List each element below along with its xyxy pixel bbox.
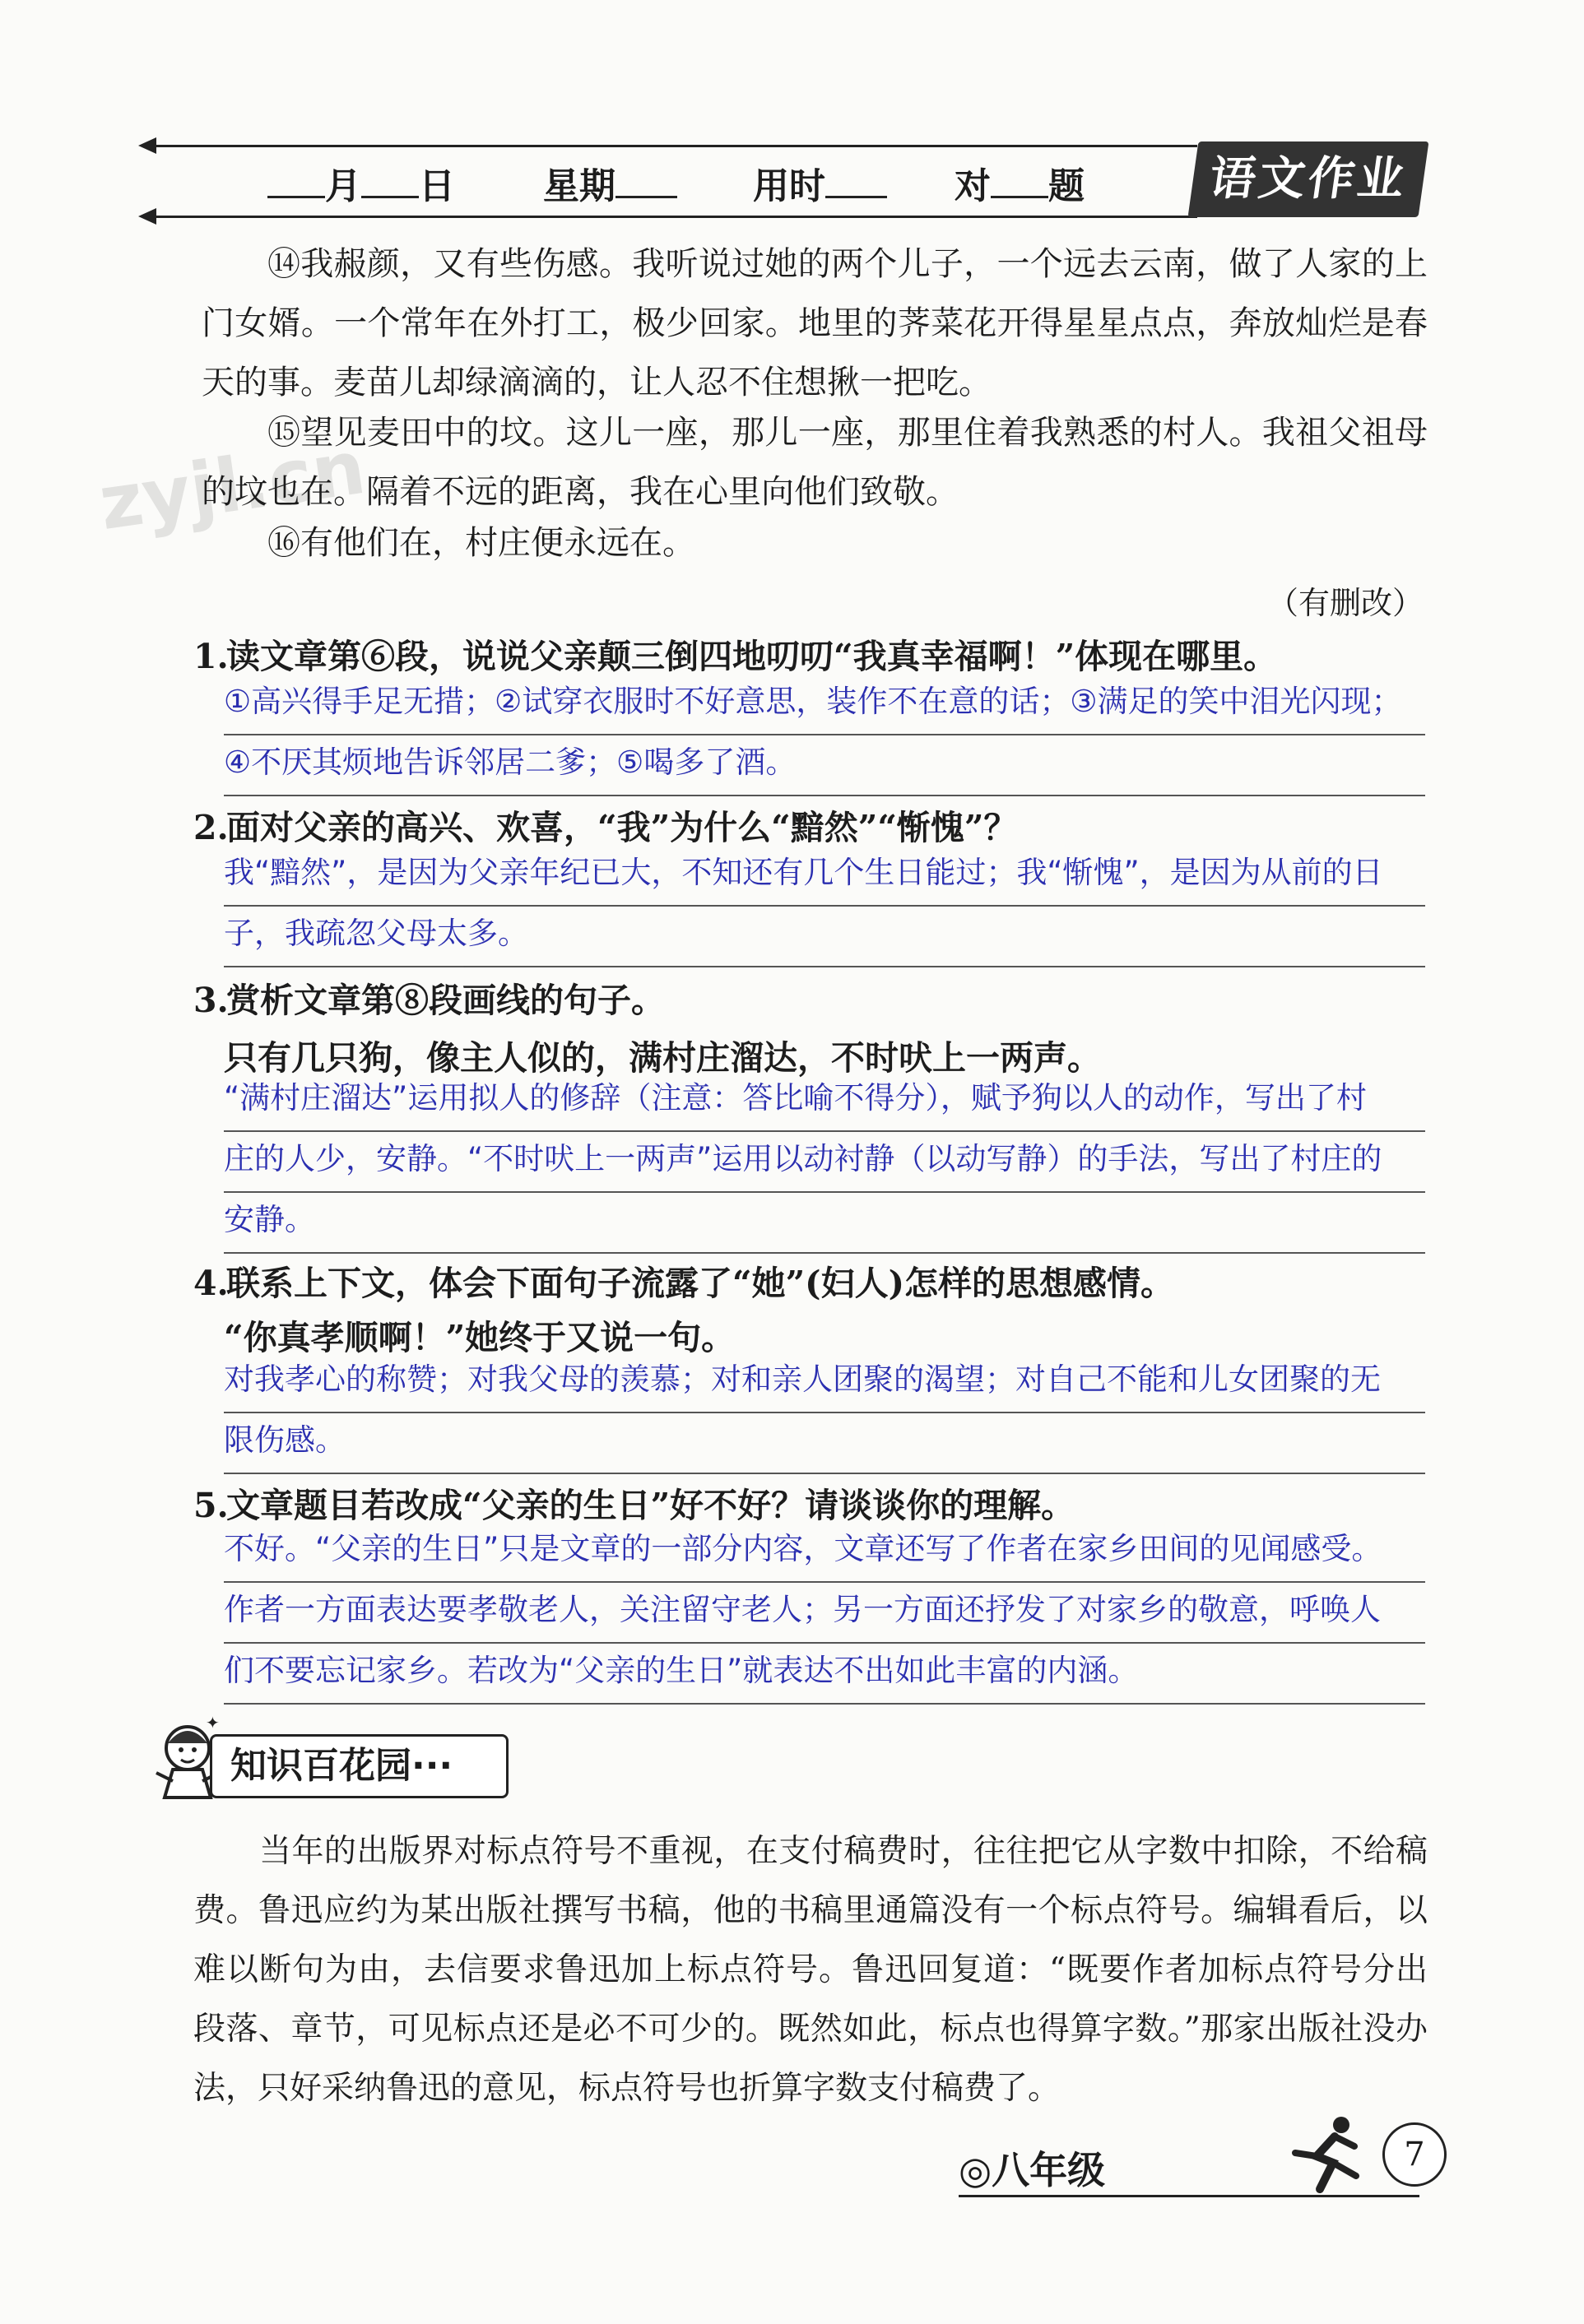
answer-line: 不好。“父亲的生日”只是文章的一部分内容，文章还写了作者在家乡田间的见闻感受。	[224, 1522, 1425, 1583]
month-blank[interactable]	[267, 165, 325, 198]
question-3-quote: 只有几只狗，像主人似的，满村庄溜达，不时吠上一两声。	[224, 1038, 1101, 1078]
header-top-arrow	[138, 137, 156, 154]
question-1	[193, 632, 1428, 681]
subject-badge: 语文作业	[1188, 141, 1429, 217]
header-top-rule	[152, 145, 1197, 147]
answer-1	[224, 675, 1425, 796]
question-text: 联系上下文，体会下面句子流露了“她”(妇人)怎样的思想感情。	[226, 1264, 1174, 1303]
time-label: 用时	[753, 165, 825, 207]
score-field	[955, 156, 1085, 209]
weekday-field	[543, 156, 677, 209]
question-4-quote: “你真孝顺啊！”她终于又说一句。	[224, 1318, 736, 1357]
watermark: zyjl.cn	[94, 424, 371, 548]
knowledge-paragraph: 当年的出版界对标点符号不重视，在支付稿费时，往往把它从字数中扣除，不给稿费。鲁迅应约为某出版社撰写书稿，他的书稿里通篇没有一个标点符号。编辑看后，以难以断句为由，去信要求鲁迅加上标点符号。鲁迅回复道：“既要作者加标点符号分出段落、章节，可见标点还是必不可少的。既然如此，标点也得算字数。”那家出版社没办法，只好采纳鲁迅的意见，标点符号也折算字数支付稿费了。	[193, 1833, 1428, 2107]
answer-line: 们不要忘记家乡。若改为“父亲的生日”就表达不出如此丰富的内涵。	[224, 1644, 1425, 1705]
passage-paragraph-16: ⑯有他们在，村庄便永远在。	[267, 524, 695, 562]
source-credit: （有删改）	[1266, 585, 1424, 621]
runner-icon	[1284, 2110, 1374, 2201]
passage-paragraph-14: ⑭我赧颜，又有些伤感。我听说过她的两个儿子，一个远去云南，做了人家的上门女婿。一个常年在外打工，极少回家。地里的荠菜花开得星星点点，奔放灿烂是春天的事。麦苗儿却绿滴滴的，让人忍不住想揪一把吃。	[202, 245, 1428, 401]
time-field	[753, 156, 887, 209]
question-text: 文章题目若改成“父亲的生日”好不好？请谈谈你的理解。	[226, 1486, 1075, 1525]
header-bottom-arrow	[138, 208, 156, 225]
answer-line: 子，我疏忽父母太多。	[224, 907, 1425, 967]
question-4	[193, 1259, 1428, 1308]
answer-line: 安静。	[224, 1193, 1425, 1254]
svg-text:✦: ✦	[206, 1715, 220, 1733]
passage-paragraph-15: ⑮望见麦田中的坟。这儿一座，那儿一座，那里住着我熟悉的村人。我祖父祖母的坟也在。隔着不远的距离，我在心里向他们致敬。	[202, 414, 1428, 511]
question-number: 2.	[193, 808, 229, 847]
footer-rule	[959, 2195, 1419, 2197]
date-field	[267, 156, 455, 209]
question-number: 5.	[193, 1486, 229, 1525]
correct-blank[interactable]	[991, 165, 1048, 198]
correct-label: 对	[955, 165, 991, 207]
questions-label: 题	[1048, 165, 1085, 207]
question-2	[193, 803, 1428, 852]
answer-line: “满村庄溜达”运用拟人的修辞（注意：答比喻不得分），赋予狗以人的动作，写出了村	[224, 1071, 1425, 1132]
answer-5	[224, 1522, 1425, 1705]
question-text: 赏析文章第⑧段画线的句子。	[226, 981, 665, 1020]
answer-line: 我“黯然”，是因为父亲年纪已大，不知还有几个生日能过；我“惭愧”，是因为从前的日	[224, 846, 1425, 907]
question-3	[193, 976, 1428, 1025]
weekday-label: 星期	[543, 165, 615, 207]
question-number: 3.	[193, 981, 229, 1020]
question-text: 面对父亲的高兴、欢喜，“我”为什么“黯然”“惭愧”？	[226, 808, 1018, 847]
day-label: 日	[419, 165, 455, 207]
answer-line: 限伤感。	[224, 1413, 1425, 1474]
page-number: 7	[1382, 2122, 1447, 2187]
answer-3	[224, 1071, 1425, 1254]
answer-4	[224, 1352, 1425, 1474]
answer-line: 庄的人少，安静。“不时吠上一两声”运用以动衬静（以动写静）的手法，写出了村庄的	[224, 1132, 1425, 1193]
answer-line: ④不厌其烦地告诉邻居二爹；⑤喝多了酒。	[224, 735, 1425, 796]
time-blank[interactable]	[825, 165, 887, 198]
question-number: 1.	[193, 637, 229, 676]
answer-line: 作者一方面表达要孝敬老人，关注留守老人；另一方面还抒发了对家乡的敬意，呼唤人	[224, 1583, 1425, 1644]
header-bottom-rule	[152, 216, 1197, 218]
question-number: 4.	[193, 1264, 229, 1303]
knowledge-section-title: 知识百花园···	[210, 1734, 509, 1798]
weekday-blank[interactable]	[615, 165, 677, 198]
answer-line: ①高兴得手足无措；②试穿衣服时不好意思，装作不在意的话；③满足的笑中泪光闪现；	[224, 675, 1425, 735]
grade-label: ◎八年级	[959, 2148, 1106, 2192]
month-label: 月	[325, 165, 361, 207]
answer-line: 对我孝心的称赞；对我父母的羡慕；对和亲人团聚的渴望；对自己不能和儿女团聚的无	[224, 1352, 1425, 1413]
day-blank[interactable]	[361, 165, 419, 198]
answer-2	[224, 846, 1425, 967]
question-text: 读文章第⑥段，说说父亲颠三倒四地叨叨“我真幸福啊！”体现在哪里。	[226, 637, 1278, 676]
